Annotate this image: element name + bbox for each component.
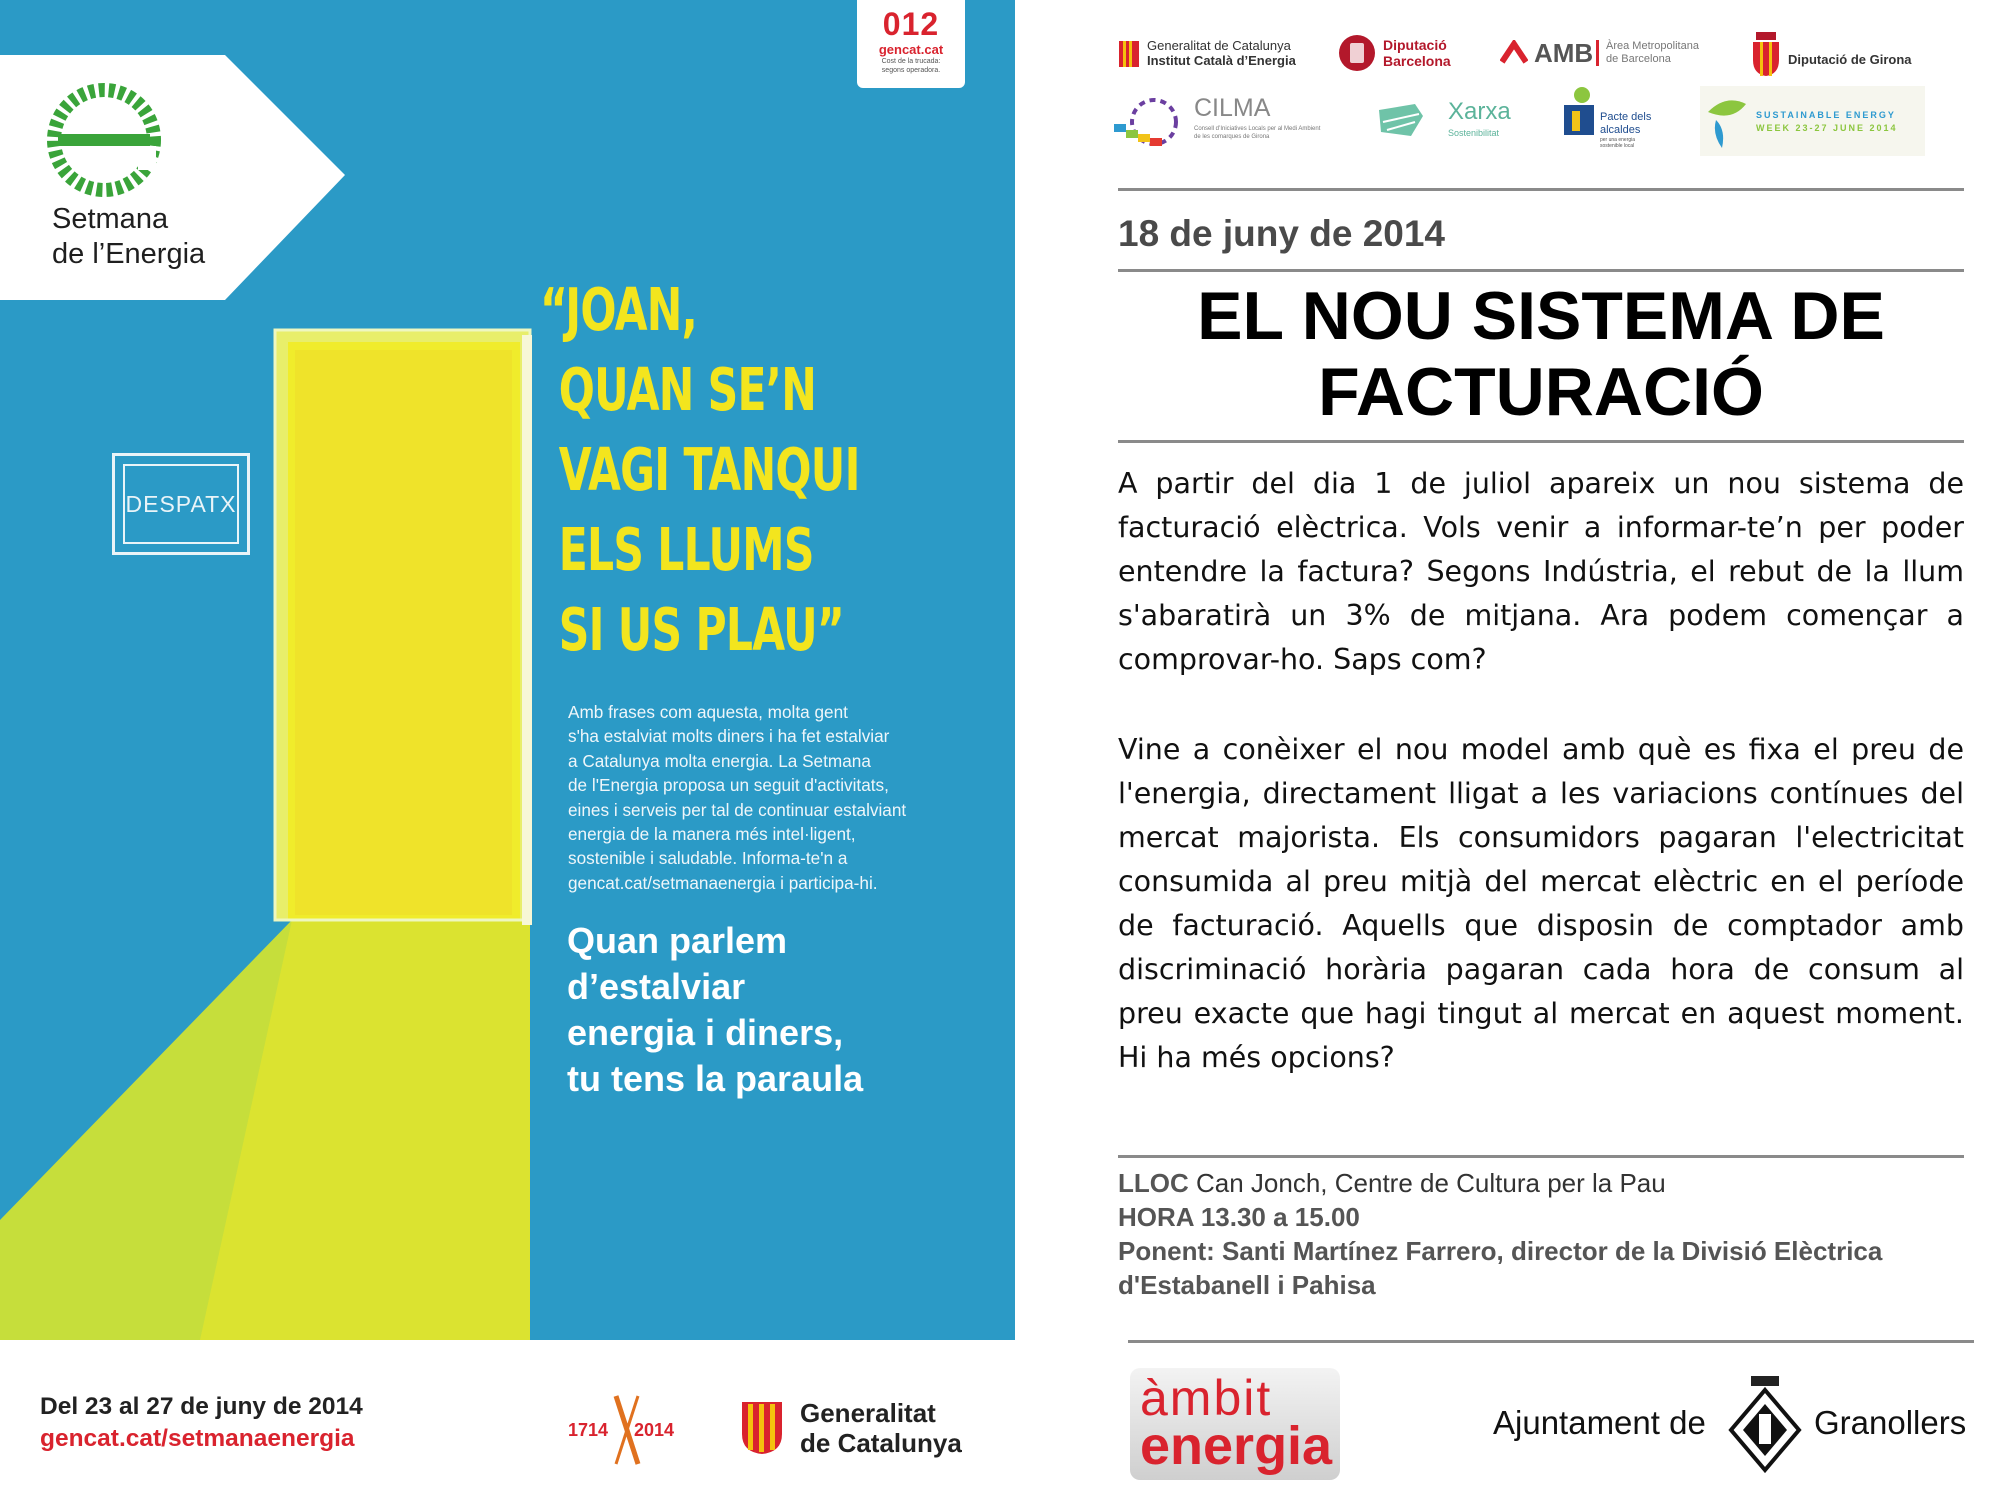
cilma-ring-icon: [1112, 94, 1192, 148]
generalitat-wordmark: [800, 1398, 962, 1458]
paragraph-line: sostenible i saludable. Informa-te'n a: [568, 848, 848, 869]
divider: [1128, 1340, 1974, 1343]
amb-main: AMB: [1534, 38, 1594, 68]
paragraph-line: a Catalunya molta energia. La Setmana: [568, 750, 871, 771]
campaign-dates: Del 23 al 27 de juny de 2014: [40, 1393, 363, 1420]
paragraph-line: energia de la manera més intel·ligent,: [568, 824, 856, 845]
event-time: [1118, 1202, 1360, 1233]
location-value: Can Jonch, Centre de Cultura per la Pau: [1196, 1168, 1666, 1198]
event-paragraph-1: A partir del dia 1 de juliol apareix un nou sistema de facturació elèctrica. Vols venir a informar-te’n per poder entendre la factura? Segons Indústria, el rebut de la llum s'abaratirà un 3% de mitjana. Ara podem començar a comprovar-ho. Saps com?: [1118, 467, 1964, 676]
generalitat-emblem-icon: [738, 1398, 786, 1456]
poster-paragraph: [568, 700, 958, 895]
sew-line1: SUSTAINABLE ENERGY: [1756, 110, 1896, 120]
sustainable-energy-week-logo: [1700, 86, 1925, 156]
location-label: LLOC: [1118, 1168, 1189, 1198]
generalitat-line1: Generalitat: [800, 1398, 936, 1428]
amb-divider: [1596, 40, 1599, 66]
paragraph-line: Amb frases com aquesta, molta gent: [568, 702, 848, 722]
diba-line2: Barcelona: [1383, 53, 1451, 69]
icaen-line2: Institut Català d’Energia: [1147, 53, 1296, 68]
ajuntament-label-a: Ajuntament de: [1493, 1404, 1706, 1441]
campaign-url[interactable]: gencat.cat/setmanaenergia: [40, 1425, 355, 1452]
slogan-line: d’estalviar: [567, 966, 746, 1007]
xarxa-logo: [1375, 98, 1525, 148]
phone-012-badge: [857, 0, 965, 88]
xarxa-sub: Sostenibilitat: [1448, 128, 1500, 138]
quote-line: SI US PLAU”: [558, 595, 845, 664]
poster-slogan: [567, 918, 987, 1102]
divider: [1118, 188, 1964, 191]
granollers-shield-icon: [1725, 1374, 1805, 1474]
event-title: [1118, 278, 1964, 430]
divider: [1118, 269, 1964, 272]
tricentenary-right: 2014: [634, 1420, 675, 1440]
ambit-line1: àmbit: [1140, 1370, 1273, 1426]
title-line2: FACTURACIÓ: [1318, 354, 1764, 430]
icaen-emblem-icon: [1118, 40, 1140, 68]
event-speaker: [1118, 1236, 1882, 1267]
xarxa-map-icon: [1375, 102, 1427, 142]
speaker-label: Ponent:: [1118, 1236, 1215, 1266]
event-date: 18 de juny de 2014: [1118, 213, 1446, 254]
diba-line1: Diputació: [1383, 37, 1447, 53]
quote-line: “JOAN,: [540, 275, 698, 344]
paragraph-line: gencat.cat/setmanaenergia i participa-hi.: [568, 872, 878, 893]
office-sign: [112, 453, 250, 555]
cilma-sub2: de les comarques de Girona: [1194, 134, 1270, 140]
ambit-line2: energia: [1140, 1416, 1333, 1476]
paragraph-line: de l'Energia proposa un seguit d'activitats,: [568, 775, 889, 796]
logo-title-line1: Setmana: [52, 203, 169, 235]
slogan-line: Quan parlem: [567, 920, 788, 961]
girona-label: Diputació de Girona: [1788, 52, 1912, 67]
tricentenary-left: 1714: [568, 1420, 609, 1440]
xarxa-label: Xarxa: [1448, 98, 1511, 125]
logo-title-line2: de l’Energia: [52, 238, 206, 270]
pacte-alcaldes-logo: [1560, 85, 1670, 155]
girona-shield-icon: [1750, 30, 1782, 78]
office-sign-label: DESPATX: [123, 464, 239, 544]
pacte-line1: Pacte dels: [1600, 111, 1652, 123]
pacte-figure-icon: [1560, 85, 1602, 141]
phone-number: 012: [882, 6, 940, 42]
pacte-sub1: per una energia: [1600, 137, 1636, 143]
time-label: HORA: [1118, 1202, 1194, 1232]
divider: [1118, 440, 1964, 443]
tricentenary-logo: [568, 1390, 686, 1470]
quote-line: QUAN SE’N: [558, 355, 817, 424]
sew-line2: WEEK 23-27 JUNE 2014: [1756, 123, 1898, 133]
generalitat-line2: de Catalunya: [800, 1428, 962, 1458]
time-value: 13.30 a 15.00: [1200, 1202, 1360, 1232]
quote-line: VAGI TANQUI: [558, 435, 860, 504]
speaker-value: Santi Martínez Farrero, director de la Divisió Elèctrica: [1222, 1236, 1883, 1266]
poster-quote: [540, 270, 860, 670]
paragraph-line: s'ha estalviat molts diners i ha fet estalviar: [568, 726, 890, 747]
amb-roof-icon: [1500, 40, 1528, 66]
event-paragraph-2: Vine a conèixer el nou model amb què es fixa el preu de l'energia, directament lligat a les variacions contínues del mercat majorista. Els consumidors pagaran l'electricitat consumida al preu mitjà del mercat elèctric en el període de facturació. Aquells que disposin de comptador amb discriminació horària pagaran cada hora de consum al preu exacte que hagi tingut al mercat en aquest moment. Hi ha més opcions?: [1118, 733, 1964, 1074]
divider: [1118, 1155, 1964, 1158]
pacte-sub2: sostenible local: [1600, 143, 1635, 149]
phone-note-2: segons operadora.: [881, 67, 941, 74]
amb-line1: Àrea Metropolitana: [1606, 40, 1699, 52]
cilma-logo: [1112, 92, 1327, 150]
paragraph-line: eines i serveis per tal de continuar estalviant: [568, 799, 907, 820]
cilma-sub1: Consell d’Iniciatives Locals per al Medi Ambient: [1194, 126, 1321, 132]
slogan-line: tu tens la paraula: [567, 1058, 864, 1099]
event-speaker-company: d'Estabanell i Pahisa: [1118, 1270, 1376, 1300]
campaign-poster: [0, 0, 1015, 1340]
cilma-label: CILMA: [1194, 94, 1271, 122]
icaen-line1: Generalitat de Catalunya: [1147, 38, 1291, 53]
title-line1: EL NOU SISTEMA DE: [1197, 278, 1885, 354]
pacte-line2: alcaldes: [1600, 124, 1641, 136]
diba-circle-icon: [1338, 34, 1376, 72]
event-location: [1118, 1168, 1666, 1199]
ambit-energia-logo: [1130, 1368, 1340, 1480]
quote-line: ELS LLUMS: [558, 515, 814, 584]
ajuntament-label-b: Granollers: [1814, 1404, 1967, 1441]
phone-note-1: Cost de la trucada:: [881, 58, 941, 65]
sew-leaf-icon: [1702, 90, 1750, 150]
phone-site: gencat.cat: [878, 42, 944, 57]
slogan-line: energia i diners,: [567, 1012, 844, 1053]
amb-line2: de Barcelona: [1606, 53, 1671, 65]
